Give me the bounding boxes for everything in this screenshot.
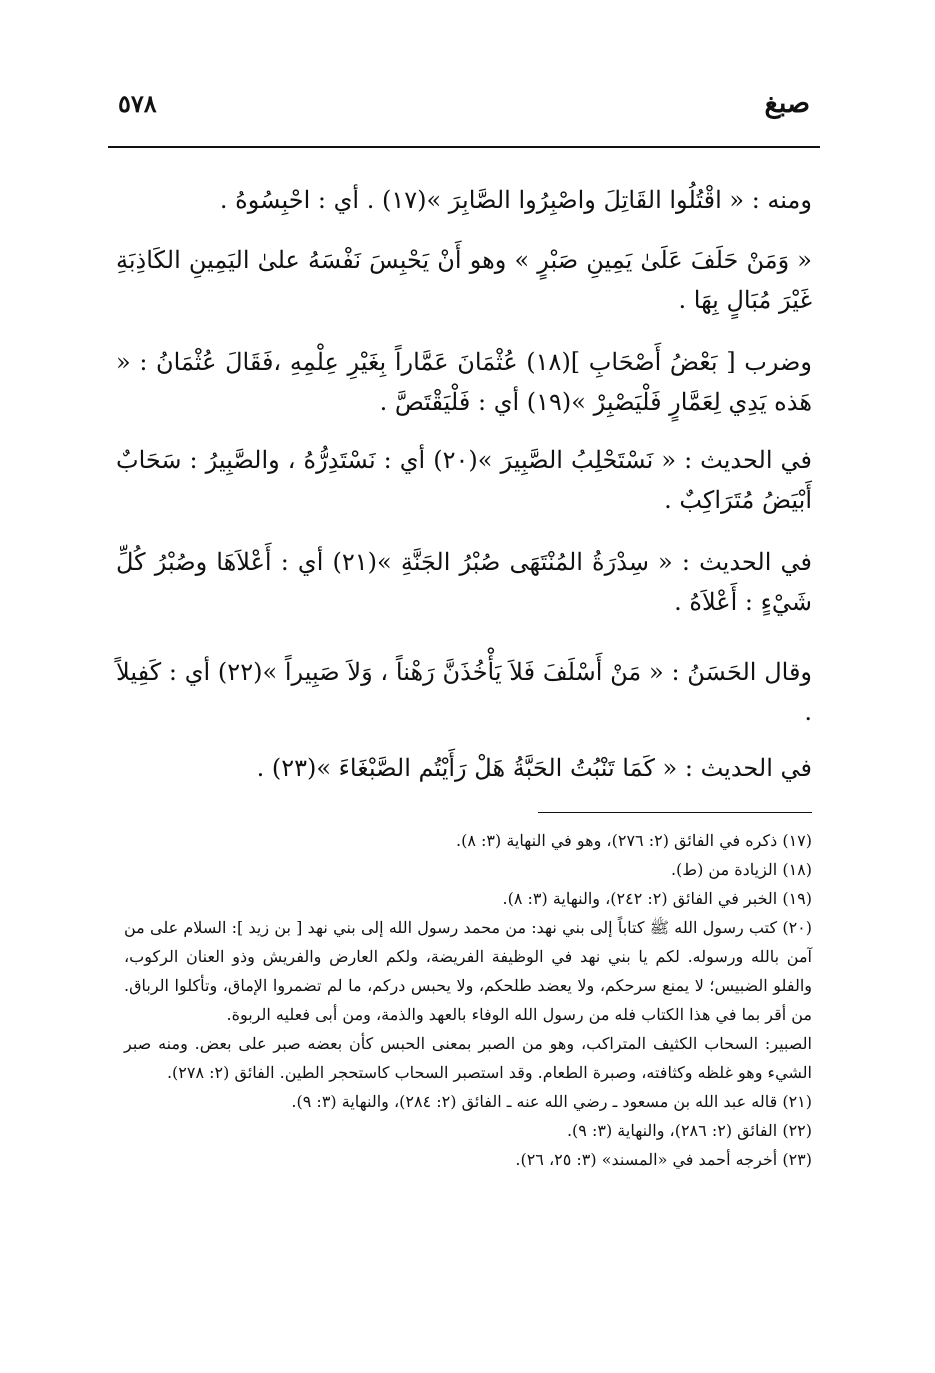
running-head: صبغ <box>764 88 810 119</box>
footnote-23: (٢٣) أخرجه أحمد في «المسند» (٣: ٢٥، ٢٦). <box>515 1150 812 1169</box>
footnote-17: (١٧) ذكره في الفائق (٢: ٢٧٦)، وهو في النهاية (٣: ٨). <box>456 831 812 850</box>
footnote-20-continued: الصبير: السحاب الكثيف المتراكب، وهو من الصبر بمعنى الحبس كأن بعضه صبر على بعض. ومنه صبر الشيء وهو غلظه وكثافته، وصبرة الطعام. وقد استصبر السحاب كاستحجر الطين. الفائق (٢: ٢٧٨). <box>124 1034 813 1082</box>
paragraph-sabgha: في الحديث : « كَمَا تَنْبُتُ الحَبَّةُ هَلْ رَأَيْتُم الصَّبْغَاءَ »(٢٣) . <box>256 754 812 782</box>
header-rule <box>108 146 820 148</box>
page-number: ٥٧٨ <box>118 89 157 118</box>
footnote-20: (٢٠) كتب رسول الله ﷺ كتاباً إلى بني نهد: من محمد رسول الله إلى بني نهد [ بن زيد ]: السلام على من آمن بالله ورسوله. لكم يا بني نهد في الوظيفة الفريضة، ولكم العارض والفريش وذو العنان الركوب، والفلو الضبيس؛ لا يمنع سرحكم، ولا يعضد طلحكم، ولا يحبس دركم، ما لم تضمروا الإماق، وتأكلوا الرباق. من أقر بما في هذا الكتاب فله من رسول الله الوفاء بالعهد والذمة، ومن أبى فعليه الربوة. <box>124 918 813 1024</box>
footnote-22: (٢٢) الفائق (٢: ٢٨٦)، والنهاية (٣: ٩). <box>566 1121 812 1140</box>
paragraph-sidrat: في الحديث : « سِدْرَةُ المُنْتَهَى صُبْرُ الجَنَّةِ »(٢١) أي : أَعْلاَهَا وصُبْرُ كُلِّ شَيْءٍ : أَعْلاَهُ . <box>116 548 812 616</box>
footnote-21: (٢١) قاله عبد الله بن مسعود ـ رضي الله عنه ـ الفائق (٢: ٢٨٤)، والنهاية (٣: ٩). <box>291 1092 812 1111</box>
page-header <box>118 88 810 128</box>
paragraph-yamin-sabr: « وَمَنْ حَلَفَ عَلَىٰ يَمِينِ صَبْرٍ » وهو أَنْ يَحْبِسَ نَفْسَهُ علىٰ اليَمِينِ الكَاذِبَةِ غَيْرَ مُبَالٍ بِهَا . <box>116 246 812 314</box>
paragraph-iqtulu: ومنه : « اقْتُلُوا القَاتِلَ واصْبِرُوا الصَّابِرَ »(١٧) . أي : احْبِسُوهُ . <box>219 186 812 214</box>
main-text <box>116 168 812 788</box>
paragraph-hasan: وقال الحَسَنُ : « مَنْ أَسْلَفَ فَلاَ يَأْخُذَنَّ رَهْناً ، وَلاَ صَبِيراً »(٢٢) أي : كَفِيلاً . <box>116 658 813 726</box>
paragraph-uthman: وضرب [ بَعْضُ أَصْحَابِ ](١٨) عُثْمَانَ عَمَّاراً بِغَيْرِ عِلْمِهِ ،فَقَالَ عُثْمَانُ : « هَذه يَدِي لِعَمَّارٍ فَلْيَصْبِرْ »(١٩) أي : فَلْيَقْتَصَّ . <box>116 348 813 416</box>
footnote-18: (١٨) الزيادة من (ط). <box>670 860 812 879</box>
footnotes <box>124 826 812 1174</box>
footnote-rule <box>538 812 812 813</box>
paragraph-sabir: في الحديث : « نَسْتَحْلِبُ الصَّبِيرَ »(٢٠) أي : نَسْتَدِرُّهُ ، والصَّبِيرُ : سَحَابٌ أَبْيَضُ مُتَرَاكِبٌ . <box>116 446 812 514</box>
footnote-19: (١٩) الخبر في الفائق (٢: ٢٤٢)، والنهاية (٣: ٨). <box>502 889 812 908</box>
